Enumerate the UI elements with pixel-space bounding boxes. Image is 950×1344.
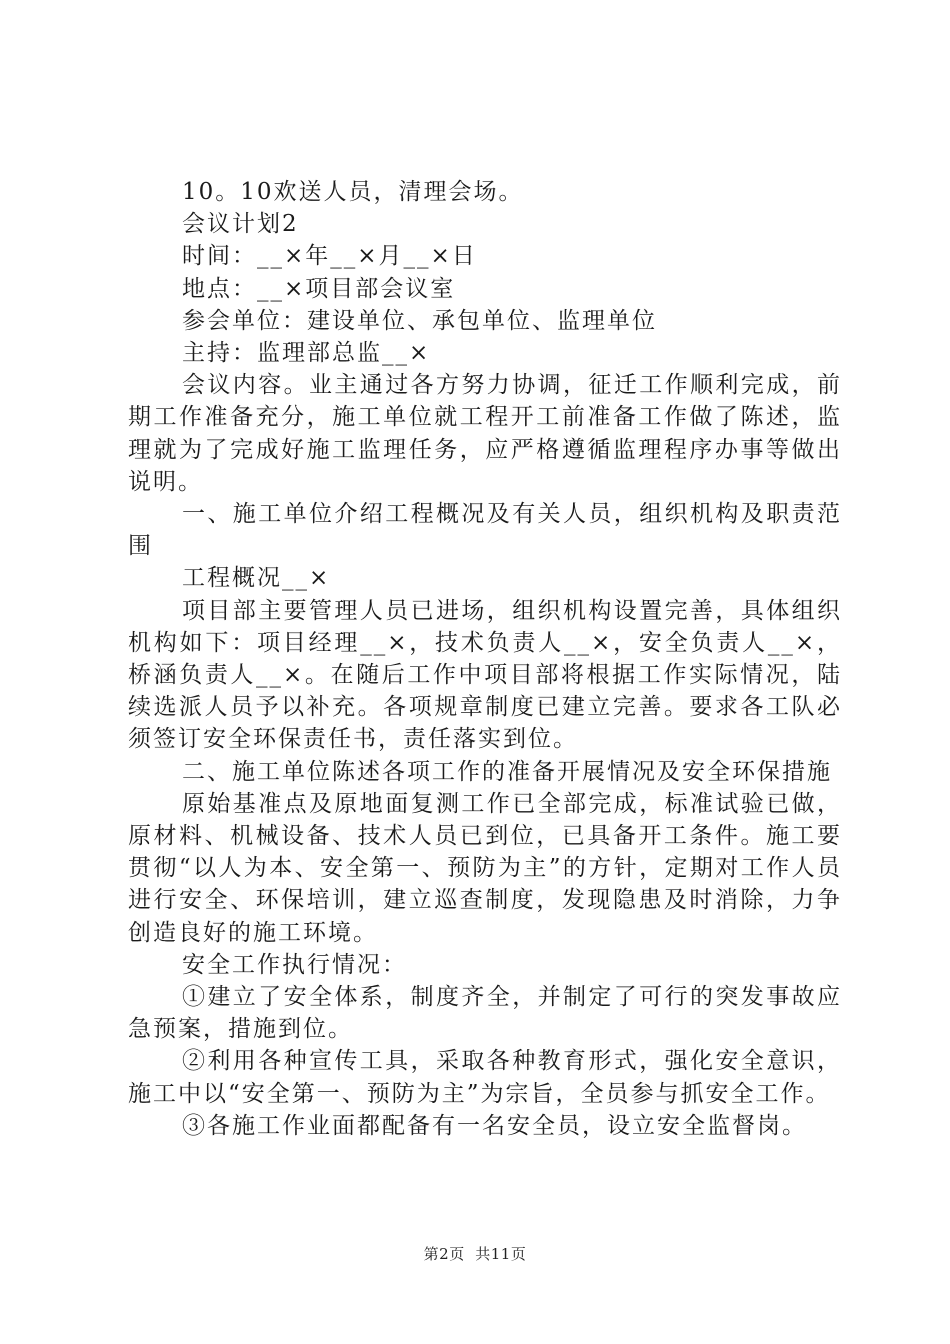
paragraph: 会议内容。业主通过各方努力协调，征迁工作顺利完成，前期工作准备充分，施工单位就工程开工前准备工作做了陈述，监理就为了完成好施工监理任务，应严格遵循监理程序办事等做出说明。 xyxy=(128,372,842,495)
paragraph: 10。10欢送人员，清理会场。 xyxy=(182,179,524,205)
list-item: ①建立了安全体系，制度齐全，并制定了可行的突发事故应急预案，措施到位。 xyxy=(128,984,842,1043)
list-item: ②利用各种宣传工具，采取各种教育形式，强化安全意识，施工中以“安全第一、预防为主”为宗旨，全员参与抓安全工作。 xyxy=(128,1048,842,1107)
list-item: ③各施工作业面都配备有一名安全员，设立安全监督岗。 xyxy=(182,1112,807,1139)
paragraph: 主持：监理部总监__× xyxy=(182,340,431,367)
document-body xyxy=(128,176,842,1142)
paragraph: 地点：__×项目部会议室 xyxy=(182,275,456,302)
page-number: 第2页 共11页 xyxy=(423,1245,527,1263)
section-heading: 一、施工单位介绍工程概况及有关人员，组织机构及职责范围 xyxy=(128,501,842,560)
paragraph: 项目部主要管理人员已进场，组织机构设置完善，具体组织机构如下：项目经理__×，技术负责人__×，安全负责人__×，桥涵负责人__×。在随后工作中项目部将根据工作实际情况，陆续选派人员予以补充。各项规章制度已建立完善。要求各工队必须签订安全环保责任书，责任落实到位。 xyxy=(128,597,842,753)
paragraph: 安全工作执行情况： xyxy=(182,951,407,978)
paragraph: 工程概况__× xyxy=(182,565,331,592)
page-footer xyxy=(0,1243,950,1264)
paragraph: 参会单位：建设单位、承包单位、监理单位 xyxy=(182,307,657,334)
paragraph: 会议计划2 xyxy=(182,211,299,238)
section-heading: 二、施工单位陈述各项工作的准备开展情况及安全环保措施 xyxy=(182,758,832,785)
paragraph: 原始基准点及原地面复测工作已全部完成，标准试验已做，原材料、机械设备、技术人员已到位，已具备开工条件。施工要贯彻“以人为本、安全第一、预防为主”的方针，定期对工作人员进行安全、环保培训，建立巡查制度，发现隐患及时消除，力争创造良好的施工环境。 xyxy=(128,790,842,946)
paragraph: 时间：__×年__×月__×日 xyxy=(182,243,477,270)
